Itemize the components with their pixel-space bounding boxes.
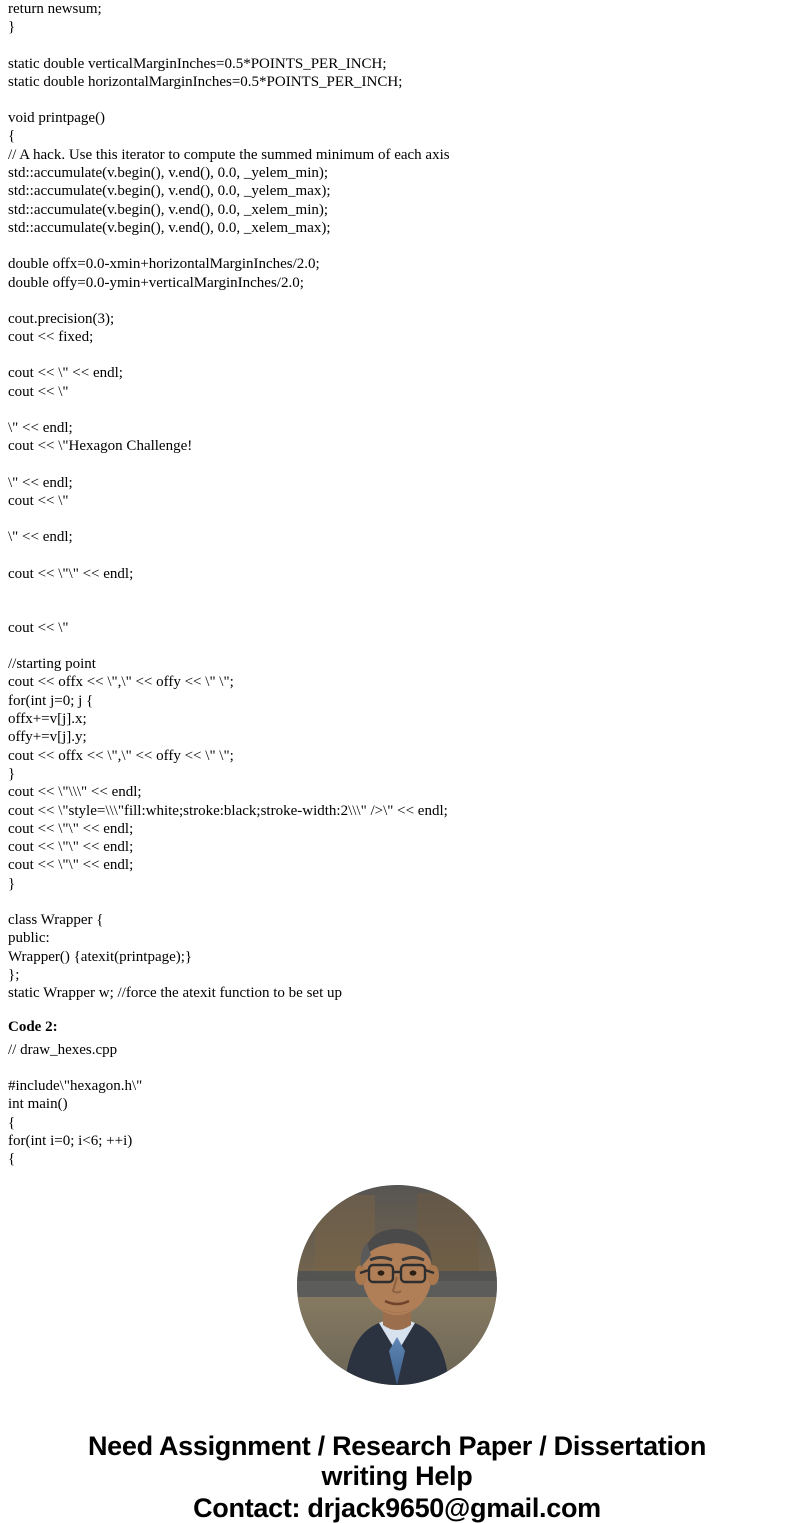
- code-line: static double horizontalMarginInches=0.5*POINTS_PER_INCH;: [8, 73, 403, 90]
- code-line: }: [8, 875, 16, 892]
- code-line-blank: [8, 637, 786, 655]
- code-line: for(int j=0; j {: [8, 692, 94, 709]
- code-line: // A hack. Use this iterator to compute the summed minimum of each axis: [8, 146, 450, 163]
- code-line: offx+=v[j].x;: [8, 711, 87, 728]
- code-line: cout << \"style=\\\"fill:white;stroke:black;stroke-width:2\\\" />\" << endl;: [8, 802, 448, 819]
- code-line-blank: [8, 37, 786, 55]
- code-line-blank: [8, 456, 786, 474]
- code-line: cout << \"\" << endl;: [8, 565, 134, 582]
- code-line-blank: [8, 292, 786, 310]
- code-line: {: [8, 128, 16, 145]
- code-line-blank: [8, 346, 786, 364]
- code-line: int main(): [8, 1096, 68, 1113]
- code-line-blank: [8, 547, 786, 565]
- code-listing-two: [8, 1041, 786, 1169]
- code-line: cout << \"\" << endl;: [8, 820, 134, 837]
- code-line-blank: [8, 583, 786, 601]
- code-line: static Wrapper w; //force the atexit function to be set up: [8, 985, 343, 1002]
- code-line: class Wrapper {: [8, 911, 104, 928]
- code-line: cout << offx << \",\" << offy << \" \";: [8, 747, 234, 764]
- avatar: [297, 1185, 497, 1385]
- code-line: double offx=0.0-xmin+horizontalMarginInches/2.0;: [8, 256, 320, 273]
- code-line: static double verticalMarginInches=0.5*POINTS_PER_INCH;: [8, 55, 387, 72]
- code-line-blank: [8, 510, 786, 528]
- code-line: #include\"hexagon.h\": [8, 1078, 143, 1095]
- code-line: cout << \" << endl;: [8, 365, 123, 382]
- promo-line-1: Need Assignment / Research Paper / Dissertation: [87, 1430, 707, 1461]
- code-line-blank: [8, 1059, 786, 1077]
- code-line: cout << offx << \",\" << offy << \" \";: [8, 674, 234, 691]
- avatar-image: [297, 1185, 497, 1385]
- code-line: std::accumulate(v.begin(), v.end(), 0.0, _yelem_max);: [8, 183, 331, 200]
- code-line: Wrapper() {atexit(printpage);}: [8, 948, 193, 965]
- code-line: {: [8, 1151, 16, 1168]
- code-line: cout << \": [8, 619, 69, 636]
- promo-contact: Contact: drjack9650@gmail.com: [193, 1492, 601, 1523]
- code-line: \" << endl;: [8, 529, 73, 546]
- promo-banner: [8, 1431, 786, 1523]
- code-line: \" << endl;: [8, 474, 73, 491]
- code-line: cout << \"\" << endl;: [8, 857, 134, 874]
- code-2-heading: Code 2:: [8, 1019, 58, 1036]
- code-line: return newsum;: [8, 1, 102, 17]
- promo-line-2: writing Help: [321, 1460, 473, 1491]
- code-line: }: [8, 19, 16, 36]
- code-line: public:: [8, 930, 50, 947]
- code-listing-one: [8, 0, 786, 1002]
- code-line: cout << \": [8, 383, 69, 400]
- code-line: std::accumulate(v.begin(), v.end(), 0.0, _xelem_min);: [8, 201, 329, 218]
- code-line: //starting point: [8, 656, 96, 673]
- code-line: {: [8, 1114, 16, 1131]
- code-line-blank: [8, 601, 786, 619]
- code-line: offy+=v[j].y;: [8, 729, 87, 746]
- code-line-blank: [8, 893, 786, 911]
- code-line-blank: [8, 91, 786, 109]
- code-line: cout << \"\\\" << endl;: [8, 784, 142, 801]
- code-line: for(int i=0; i<6; ++i): [8, 1132, 133, 1149]
- code-line: cout << fixed;: [8, 329, 94, 346]
- code-line: std::accumulate(v.begin(), v.end(), 0.0, _yelem_min);: [8, 165, 329, 182]
- code-line-blank: [8, 237, 786, 255]
- code-line: void printpage(): [8, 110, 106, 127]
- code-line: cout << \": [8, 492, 69, 509]
- code-line: // draw_hexes.cpp: [8, 1041, 118, 1058]
- code-line: cout << \"Hexagon Challenge!: [8, 438, 193, 455]
- profile-photo-container: [8, 1185, 786, 1385]
- code-line: };: [8, 966, 20, 983]
- code-line: cout << \"\" << endl;: [8, 839, 134, 856]
- code-line: cout.precision(3);: [8, 310, 115, 327]
- code-line: \" << endl;: [8, 420, 73, 437]
- code-line: }: [8, 765, 16, 782]
- code-line: std::accumulate(v.begin(), v.end(), 0.0, _xelem_max);: [8, 219, 331, 236]
- code-line: double offy=0.0-ymin+verticalMarginInches/2.0;: [8, 274, 304, 291]
- code-line-blank: [8, 401, 786, 419]
